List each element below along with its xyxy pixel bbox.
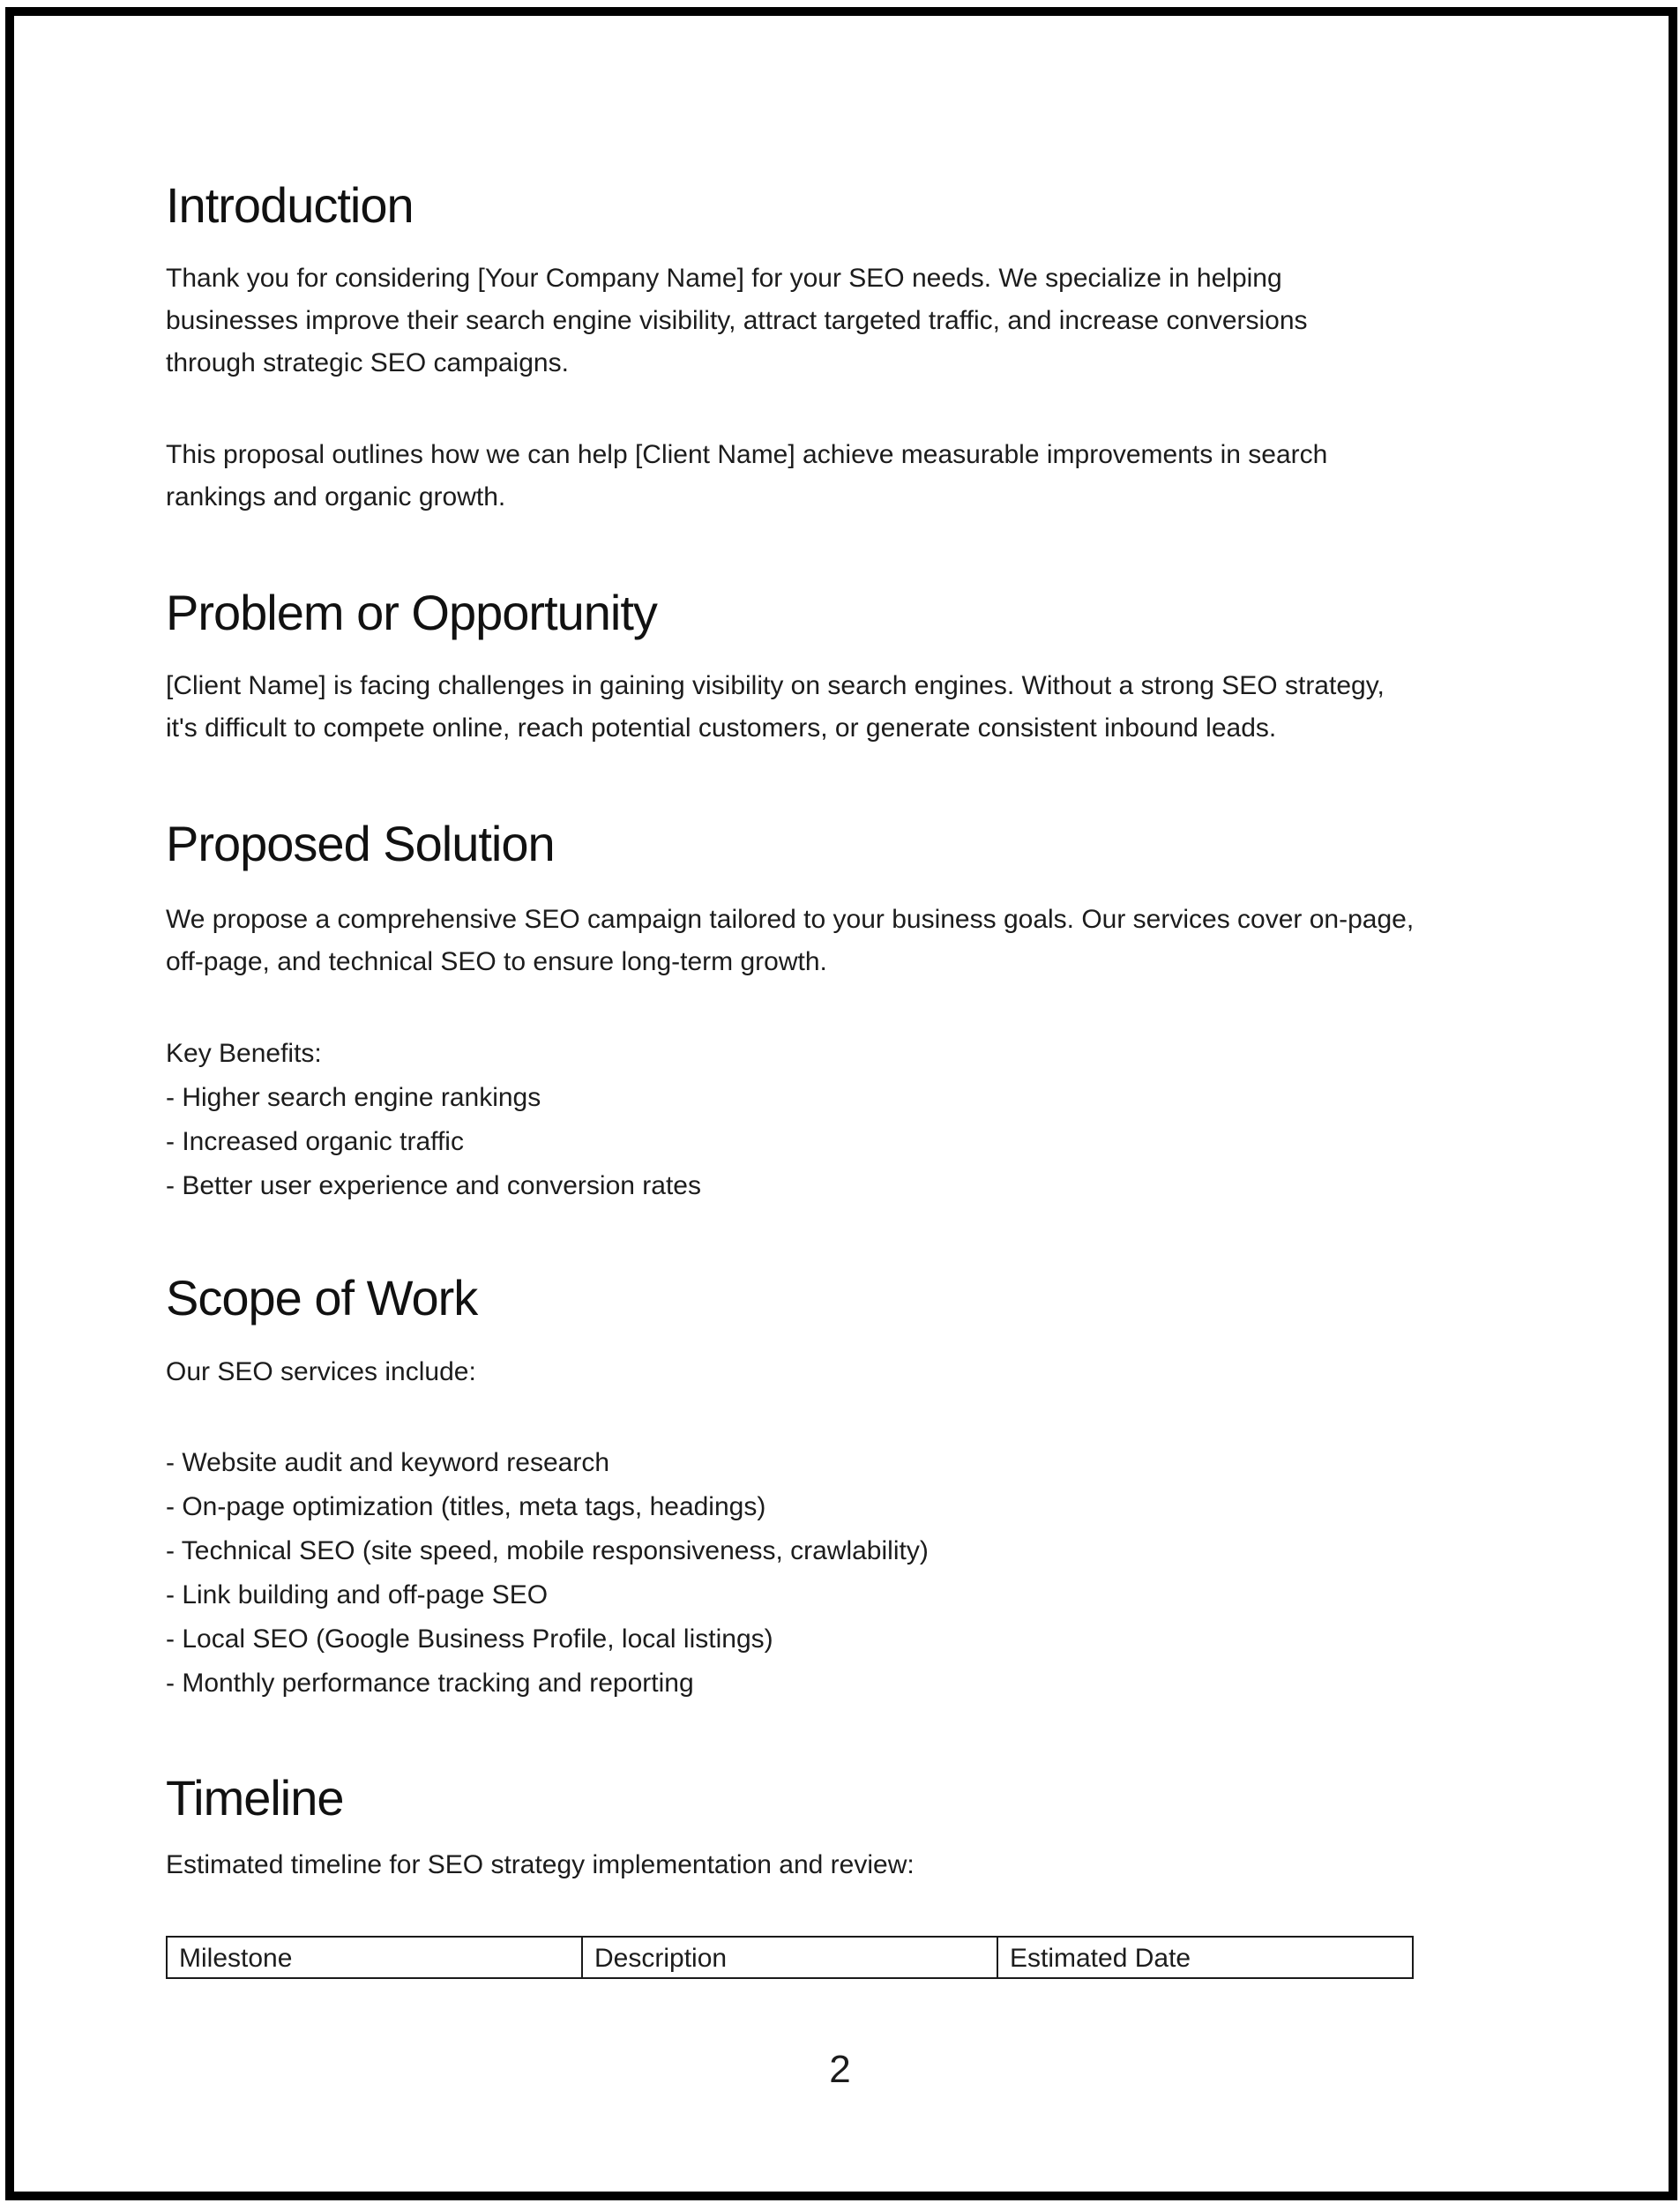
text-line: This proposal outlines how we can help [Client Name] achieve measurable improvements in search	[166, 440, 1328, 469]
list-item: - Local SEO (Google Business Profile, local listings)	[166, 1624, 773, 1654]
paragraph-intro-1	[166, 258, 1429, 385]
page-number: 2	[829, 2048, 851, 2091]
text-line: through strategic SEO campaigns.	[166, 348, 569, 377]
heading-introduction: Introduction	[166, 177, 414, 233]
text-line: Thank you for considering [Your Company Name] for your SEO needs. We specialize in helping	[166, 264, 1282, 293]
paragraph-timeline-intro	[166, 1844, 1429, 1886]
paragraph-proposed-solution	[166, 899, 1429, 983]
timeline-table	[166, 1936, 1414, 1979]
list-item: - On-page optimization (titles, meta tags, headings)	[166, 1492, 766, 1521]
heading-scope-of-work: Scope of Work	[166, 1270, 478, 1326]
list-item: - Increased organic traffic	[166, 1127, 464, 1156]
list-intro: Key Benefits:	[166, 1039, 322, 1068]
heading-timeline: Timeline	[166, 1770, 344, 1826]
list-item: - Technical SEO (site speed, mobile responsiveness, crawlability)	[166, 1536, 929, 1565]
page-content	[166, 176, 1429, 1979]
text-line: Our SEO services include:	[166, 1357, 476, 1386]
heading-proposed-solution: Proposed Solution	[166, 816, 555, 871]
list-item: - Higher search engine rankings	[166, 1083, 541, 1112]
text-line: off-page, and technical SEO to ensure long-term growth.	[166, 947, 827, 976]
text-line: businesses improve their search engine visibility, attract targeted traffic, and increase conversions	[166, 306, 1308, 335]
key-benefits-list	[166, 1032, 1429, 1208]
list-item: - Better user experience and conversion rates	[166, 1171, 701, 1200]
list-item: - Monthly performance tracking and reporting	[166, 1669, 694, 1698]
list-item: - Link building and off-page SEO	[166, 1580, 549, 1609]
text-line: rankings and organic growth.	[166, 482, 506, 512]
text-line: it's difficult to compete online, reach potential customers, or generate consistent inbound leads.	[166, 713, 1277, 743]
paragraph-problem	[166, 665, 1429, 750]
heading-problem-or-opportunity: Problem or Opportunity	[166, 585, 657, 640]
column-header-description: Description	[582, 1937, 997, 1978]
column-header-milestone: Milestone	[167, 1937, 582, 1978]
list-item: - Website audit and keyword research	[166, 1448, 610, 1477]
paragraph-intro-2	[166, 434, 1429, 519]
timeline-table-header-row	[167, 1937, 1413, 1978]
text-line: [Client Name] is facing challenges in gaining visibility on search engines. Without a strong SEO strategy,	[166, 671, 1385, 700]
paragraph-scope-intro	[166, 1351, 1429, 1393]
text-line: Estimated timeline for SEO strategy implementation and review:	[166, 1850, 915, 1879]
text-line: We propose a comprehensive SEO campaign tailored to your business goals. Our services cover on-page,	[166, 905, 1415, 934]
column-header-estimated-date: Estimated Date	[997, 1937, 1413, 1978]
seo-services-list	[166, 1441, 1429, 1706]
